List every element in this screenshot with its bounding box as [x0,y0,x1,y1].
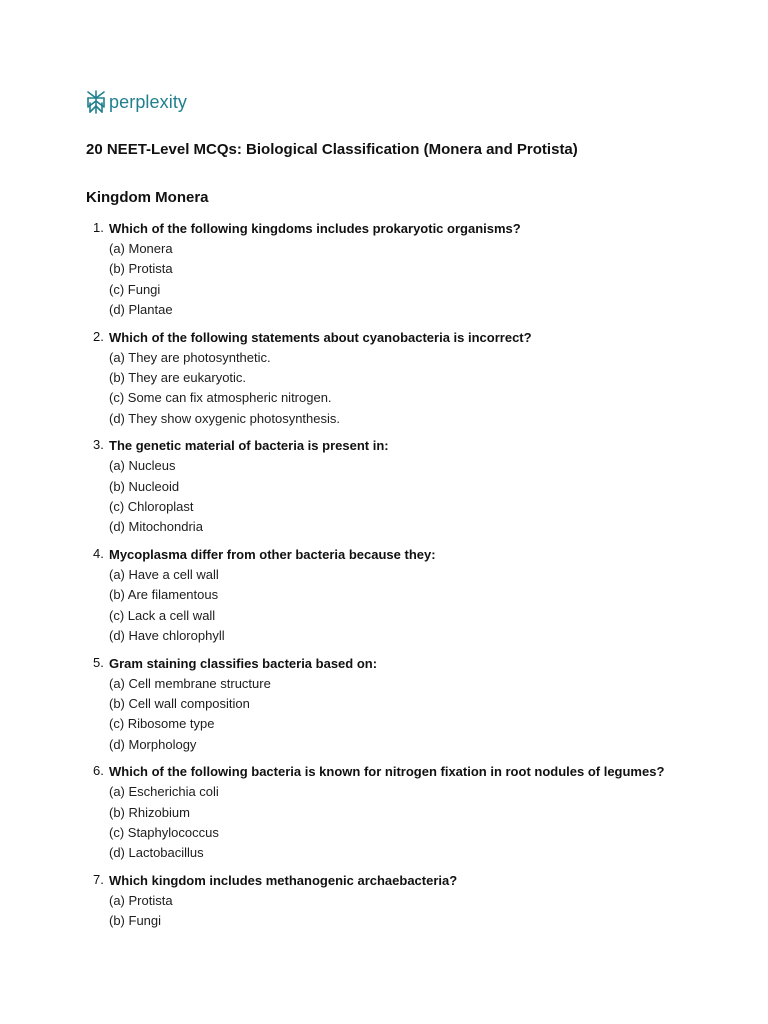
answer-option: (c) Staphylococcus [109,824,219,840]
answer-options [109,565,686,647]
question-number: 3. [93,437,104,453]
question-number: 2. [93,328,104,344]
answer-option: (d) Lactobacillus [109,845,204,861]
brand-name: perplexity [109,92,188,112]
answer-option: (b) Nucleoid [109,478,180,494]
answer-options [109,348,686,430]
question-number: 7. [93,871,104,887]
question-item [86,761,686,864]
document-title: 20 NEET-Level MCQs: Biological Classification (Monera and Protista) [86,141,578,158]
answer-options [109,674,686,756]
brand-logo [86,90,187,114]
answer-option: (a) Escherichia coli [109,784,219,800]
question-list [86,218,686,938]
answer-option: (b) Fungi [109,913,162,929]
answer-option: (b) They are eukaryotic. [109,370,247,386]
question-text: Mycoplasma differ from other bacteria because they: [109,546,436,562]
answer-option: (c) Ribosome type [109,716,215,732]
answer-options [109,239,686,321]
answer-option: (b) Protista [109,261,173,277]
question-text: The genetic material of bacteria is present in: [109,438,389,454]
answer-option: (d) Plantae [109,302,173,318]
answer-option: (d) Morphology [109,736,197,752]
question-text: Gram staining classifies bacteria based on: [109,655,378,671]
perplexity-logo-icon [86,90,106,114]
question-item [86,544,686,647]
answer-option: (a) Have a cell wall [109,566,219,582]
answer-options [109,456,686,538]
question-item [86,653,686,756]
question-number: 6. [93,763,104,779]
answer-option: (a) Monera [109,241,173,256]
answer-option: (c) Lack a cell wall [109,607,216,623]
answer-option: (a) They are photosynthetic. [109,349,271,365]
section-heading: Kingdom Monera [86,189,209,206]
question-text: Which of the following kingdoms includes prokaryotic organisms? [109,221,521,236]
answer-option: (c) Fungi [109,281,161,297]
question-item [86,435,686,538]
answer-options [109,891,686,932]
answer-options [109,782,686,864]
answer-option: (c) Some can fix atmospheric nitrogen. [109,390,332,406]
answer-option: (b) Cell wall composition [109,695,250,711]
question-text: Which kingdom includes methanogenic archaebacteria? [109,872,458,888]
question-number: 5. [93,654,104,670]
answer-option: (a) Cell membrane structure [109,675,271,691]
question-item [86,327,686,430]
answer-option: (b) Rhizobium [109,804,190,820]
question-item [86,870,686,932]
answer-option: (c) Chloroplast [109,499,194,515]
answer-option: (d) They show oxygenic photosynthesis. [109,410,340,426]
answer-option: (b) Are filamentous [109,587,219,603]
question-number: 4. [93,545,104,561]
answer-option: (d) Have chlorophyll [109,628,225,644]
question-text: Which of the following bacteria is known for nitrogen fixation in root nodules of legumes? [109,764,665,780]
question-item [86,218,686,321]
answer-option: (d) Mitochondria [109,519,203,535]
answer-option: (a) Nucleus [109,458,176,474]
answer-option: (a) Protista [109,892,173,908]
question-number: 1. [93,220,104,235]
question-text: Which of the following statements about cyanobacteria is incorrect? [109,329,532,345]
